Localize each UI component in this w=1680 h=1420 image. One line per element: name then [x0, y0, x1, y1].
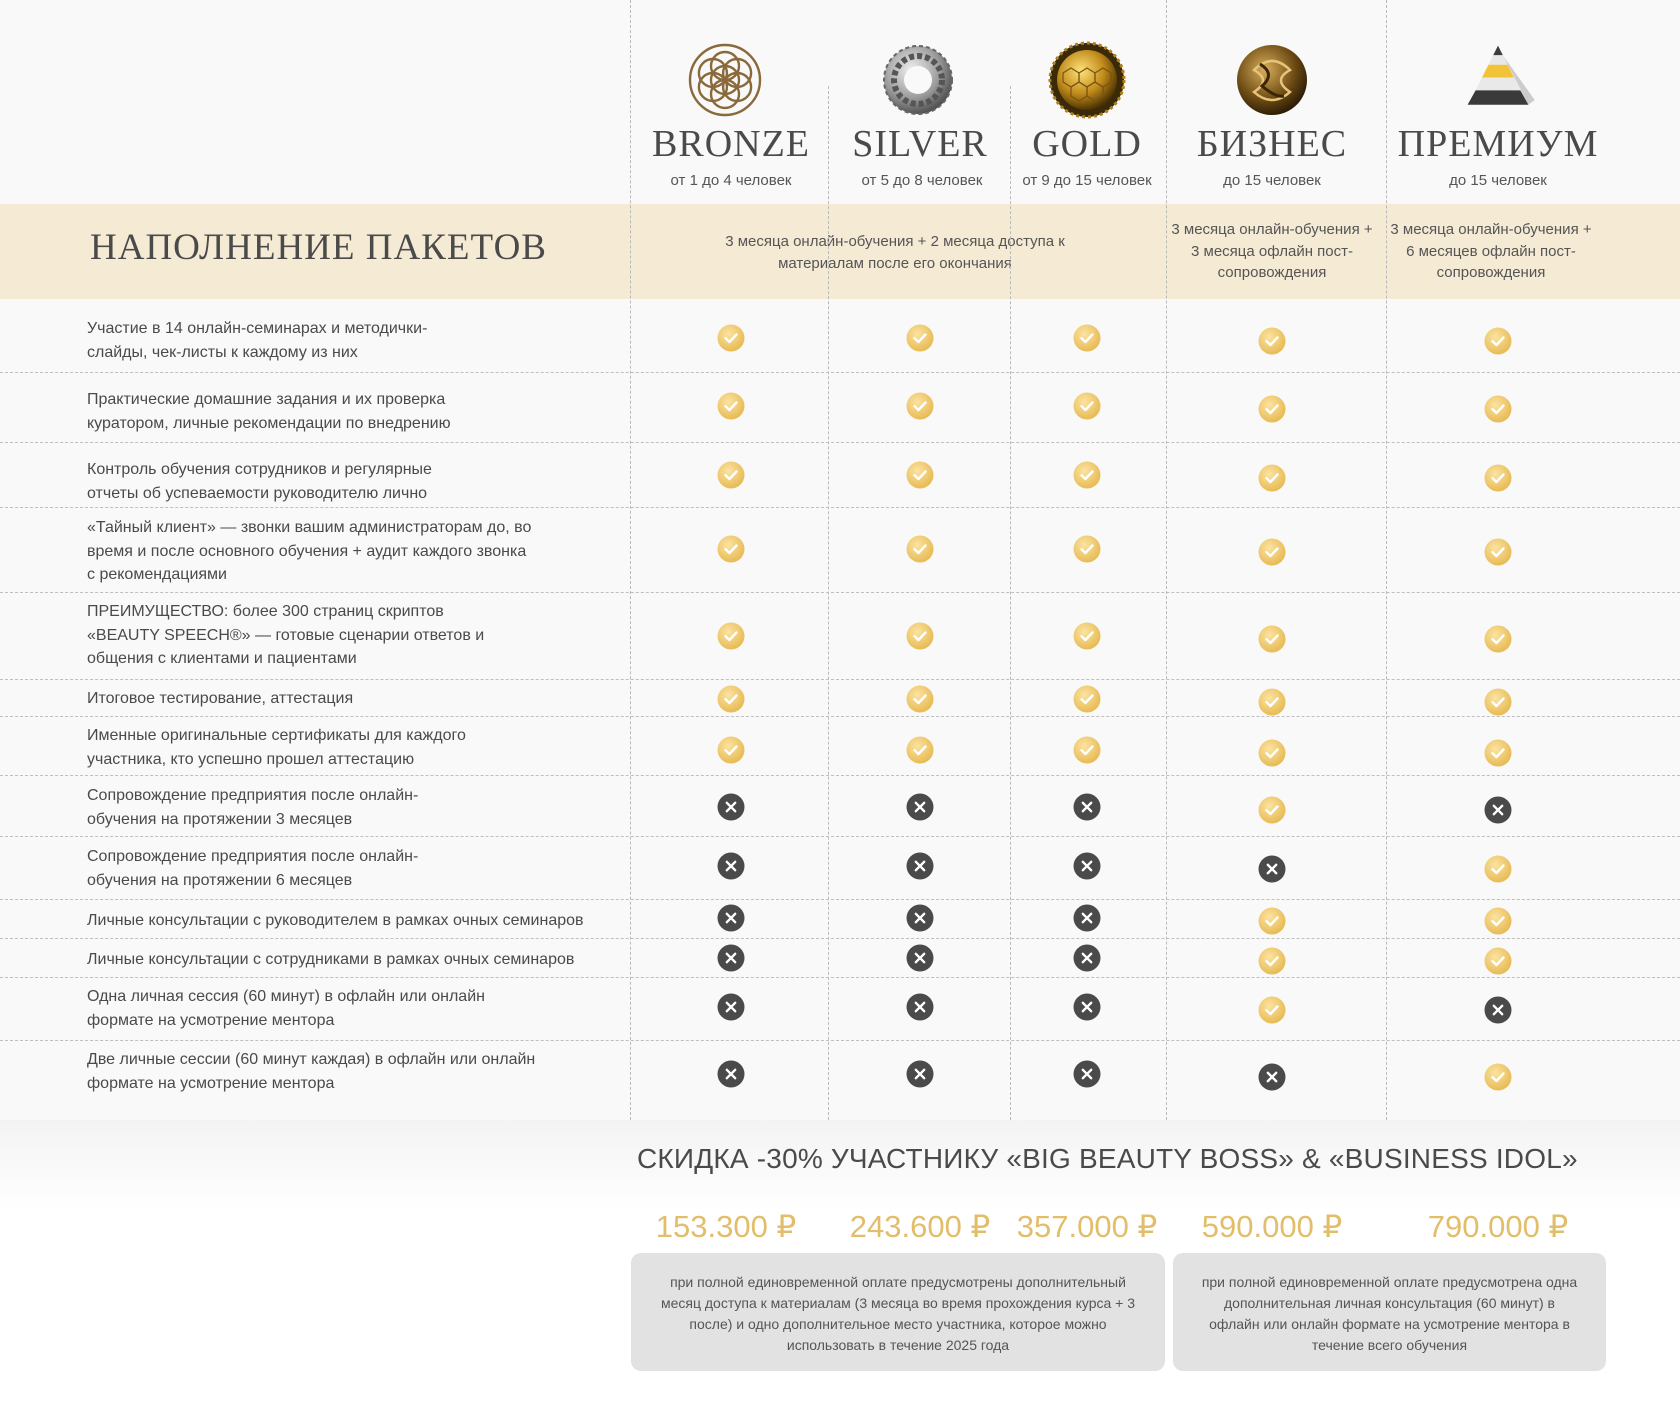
row-divider: [0, 836, 1680, 837]
feature-label: Личные консультации с руководителем в рамках очных семинаров: [87, 912, 584, 929]
feature-label: «Тайный клиент» — звонки вашим администраторам до, во время и после основного обучения + аудит каждого звонка с рекомендациями: [87, 519, 532, 583]
excluded-cross-icon: [1073, 944, 1101, 972]
row-divider: [0, 507, 1680, 508]
discount-heading: СКИДКА -30% УЧАСТНИКУ «BIG BEAUTY BOSS» & «BUSINESS IDOL»: [637, 1143, 1578, 1174]
silver-chain-ring-icon: [878, 40, 958, 120]
package-name-premium: ПРЕМИУМ: [1397, 123, 1599, 165]
included-check-icon: [1258, 625, 1286, 653]
included-check-icon: [717, 461, 745, 489]
row-divider: [0, 899, 1680, 900]
pyramid-icon: [1458, 36, 1538, 116]
feature-label: Участие в 14 онлайн-семинарах и методички-слайды, чек-листы к каждому из них: [87, 320, 428, 361]
included-check-icon: [717, 324, 745, 352]
feature-label: Итоговое тестирование, аттестация: [87, 690, 354, 707]
excluded-cross-icon: [717, 852, 745, 880]
excluded-cross-icon: [717, 793, 745, 821]
excluded-cross-icon: [717, 944, 745, 972]
feature-label: Одна личная сессия (60 минут) в офлайн или онлайн формате на усмотрение ментора: [87, 988, 485, 1029]
package-people-bronze: от 1 до 4 человек: [670, 172, 792, 189]
included-check-icon: [906, 461, 934, 489]
included-check-icon: [1073, 461, 1101, 489]
excluded-cross-icon: [906, 904, 934, 932]
feature-label: Личные консультации с сотрудниками в рамках очных семинаров: [87, 951, 575, 968]
row-divider: [0, 679, 1680, 680]
included-check-icon: [1073, 622, 1101, 650]
feature-label: Две личные сессии (60 минут каждая) в офлайн или онлайн формате на усмотрение ментора: [87, 1051, 536, 1092]
excluded-cross-icon: [717, 1060, 745, 1088]
included-check-icon: [717, 736, 745, 764]
included-check-icon: [1073, 324, 1101, 352]
included-check-icon: [1073, 685, 1101, 713]
included-check-icon: [1484, 855, 1512, 883]
feature-label: Именные оригинальные сертификаты для каждого участника, кто успешно прошел аттестацию: [87, 727, 466, 768]
excluded-cross-icon: [906, 1060, 934, 1088]
price-gold: 357.000 ₽: [1016, 1209, 1158, 1244]
feature-label: Сопровождение предприятия после онлайн-обучения на протяжении 6 месяцев: [87, 848, 419, 889]
package-people-premium: до 15 человек: [1449, 172, 1547, 189]
included-check-icon: [1258, 538, 1286, 566]
feature-label: Контроль обучения сотрудников и регулярные отчеты об успеваемости руководителю лично: [87, 461, 432, 502]
row-divider: [0, 775, 1680, 776]
feature-label: Сопровождение предприятия после онлайн-обучения на протяжении 3 месяцев: [87, 787, 419, 828]
price-bronze: 153.300 ₽: [655, 1209, 797, 1244]
included-check-icon: [1258, 947, 1286, 975]
column-divider: [1386, 0, 1387, 1120]
excluded-cross-icon: [1073, 904, 1101, 932]
included-check-icon: [1073, 535, 1101, 563]
excluded-cross-icon: [906, 944, 934, 972]
included-check-icon: [906, 535, 934, 563]
included-check-icon: [1258, 688, 1286, 716]
excluded-cross-icon: [717, 993, 745, 1021]
included-check-icon: [1484, 739, 1512, 767]
included-check-icon: [1258, 996, 1286, 1024]
feature-label: ПРЕИМУЩЕСТВО: более 300 страниц скриптов «BEAUTY SPEECH®» — готовые сценарии ответов и общения с клиентами и пациентами: [87, 603, 485, 667]
included-check-icon: [1484, 538, 1512, 566]
included-check-icon: [1073, 392, 1101, 420]
row-divider: [0, 938, 1680, 939]
feature-label: Практические домашние задания и их проверка куратором, личные рекомендации по внедрению: [87, 391, 451, 432]
included-check-icon: [1484, 1063, 1512, 1091]
band-text-premium: 3 месяца онлайн-обучения + 6 месяцев офлайн пост-сопровождения: [1390, 221, 1592, 281]
row-divider: [0, 442, 1680, 443]
excluded-cross-icon: [1258, 855, 1286, 883]
column-divider: [1010, 86, 1011, 1120]
included-check-icon: [906, 685, 934, 713]
included-check-icon: [1258, 796, 1286, 824]
package-name-bronze: BRONZE: [652, 123, 810, 165]
band-text-online-packages: 3 месяца онлайн-обучения + 2 месяца доступа к материалам после его окончания: [725, 233, 1065, 272]
excluded-cross-icon: [1484, 796, 1512, 824]
column-divider: [1166, 0, 1167, 1120]
row-divider: [0, 1040, 1680, 1041]
included-check-icon: [717, 392, 745, 420]
row-divider: [0, 372, 1680, 373]
included-check-icon: [717, 685, 745, 713]
price-premium: 790.000 ₽: [1427, 1209, 1569, 1244]
column-divider: [828, 86, 829, 1120]
package-people-business: до 15 человек: [1223, 172, 1321, 189]
price-business: 590.000 ₽: [1201, 1209, 1343, 1244]
excluded-cross-icon: [717, 904, 745, 932]
package-people-gold: от 9 до 15 человек: [1022, 172, 1152, 189]
price-silver: 243.600 ₽: [849, 1209, 991, 1244]
column-divider: [630, 0, 631, 1120]
flower-of-life-icon: [685, 40, 765, 120]
excluded-cross-icon: [1073, 1060, 1101, 1088]
included-check-icon: [1073, 736, 1101, 764]
row-divider: [0, 977, 1680, 978]
included-check-icon: [1484, 688, 1512, 716]
payment-bonus-note-premium: при полной единовременной оплате предусмотрена одна дополнительная личная консультация (60 минут) в офлайн или онлайн формате на усмотрение ментора в течение всего обучения: [1173, 1253, 1606, 1371]
included-check-icon: [1258, 395, 1286, 423]
excluded-cross-icon: [1258, 1063, 1286, 1091]
row-divider: [0, 716, 1680, 717]
included-check-icon: [1484, 625, 1512, 653]
included-check-icon: [1258, 327, 1286, 355]
included-check-icon: [906, 324, 934, 352]
package-name-business: БИЗНЕС: [1196, 123, 1348, 165]
included-check-icon: [906, 392, 934, 420]
included-check-icon: [717, 535, 745, 563]
package-name-silver: SILVER: [852, 123, 988, 165]
included-check-icon: [1484, 395, 1512, 423]
included-check-icon: [906, 736, 934, 764]
included-check-icon: [1258, 907, 1286, 935]
included-check-icon: [906, 622, 934, 650]
package-name-gold: GOLD: [1032, 123, 1142, 165]
included-check-icon: [1484, 947, 1512, 975]
excluded-cross-icon: [1073, 852, 1101, 880]
included-check-icon: [1484, 907, 1512, 935]
band-text-business: 3 месяца онлайн-обучения + 3 месяца офлайн пост-сопровождения: [1171, 221, 1373, 281]
excluded-cross-icon: [906, 993, 934, 1021]
included-check-icon: [1258, 739, 1286, 767]
excluded-cross-icon: [1073, 793, 1101, 821]
excluded-cross-icon: [1484, 996, 1512, 1024]
row-divider: [0, 592, 1680, 593]
excluded-cross-icon: [906, 793, 934, 821]
excluded-cross-icon: [906, 852, 934, 880]
package-people-silver: от 5 до 8 человек: [861, 172, 983, 189]
payment-bonus-note-group: при полной единовременной оплате предусмотрены дополнительный месяц доступа к материалам (3 месяца во время прохождения курса + 3 после) и одно дополнительное место участника, которое можно использовать в течение 2025 года: [631, 1253, 1165, 1371]
excluded-cross-icon: [1073, 993, 1101, 1021]
included-check-icon: [1484, 464, 1512, 492]
included-check-icon: [717, 622, 745, 650]
bronze-sphere-icon: [1232, 40, 1312, 120]
section-title: НАПОЛНЕНИЕ ПАКЕТОВ: [90, 227, 547, 268]
included-check-icon: [1484, 327, 1512, 355]
included-check-icon: [1258, 464, 1286, 492]
gold-honeycomb-sphere-icon: [1047, 40, 1127, 120]
